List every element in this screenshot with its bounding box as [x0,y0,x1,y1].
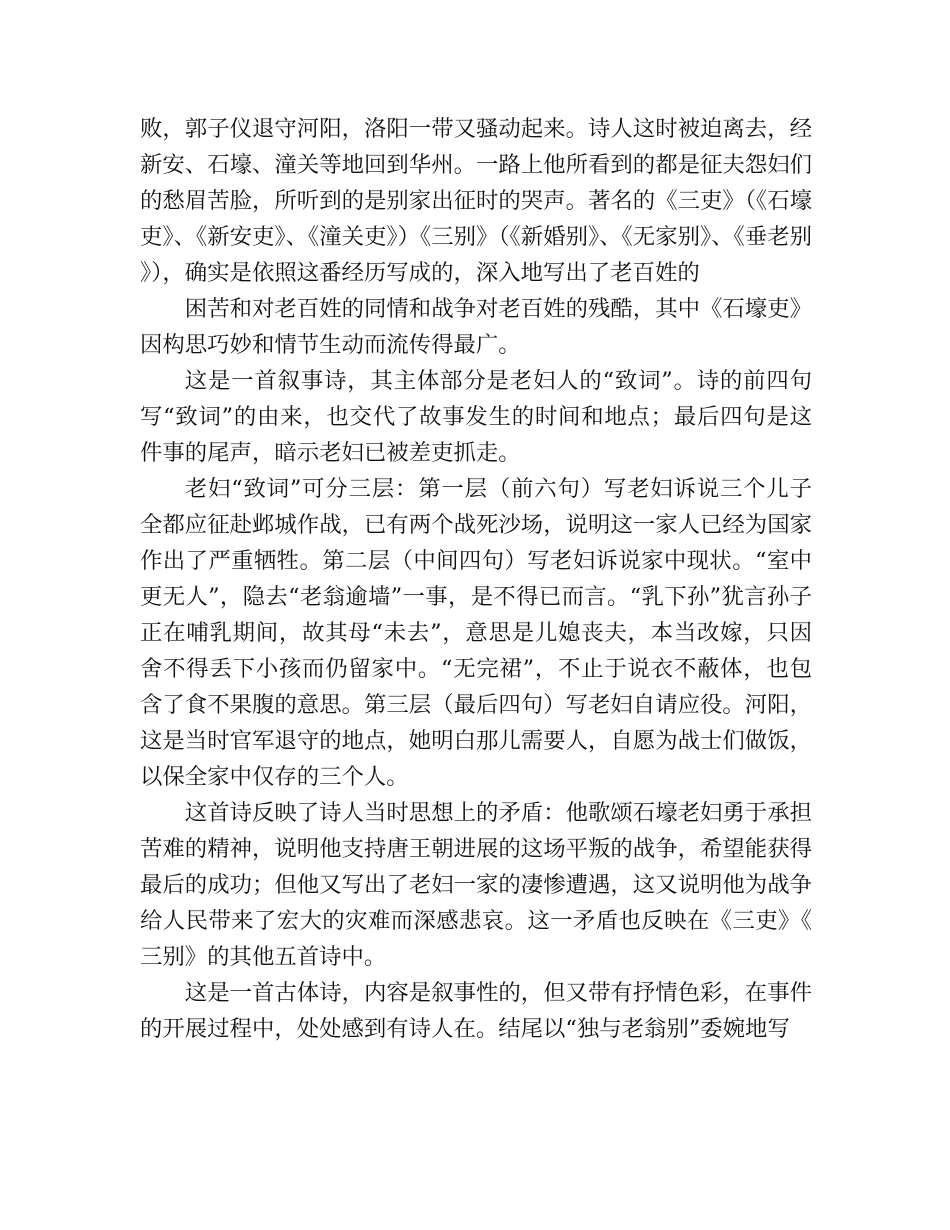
paragraph-3: 这是一首叙事诗，其主体部分是老妇人的“致词”。诗的前四句写“致词”的由来，也交代了故事发生的时间和地点；最后四句是这件事的尾声，暗示老妇已被差吏抓走。 [140,368,812,466]
paragraph-4: 老妇“致词”可分三层：第一层（前六句）写老妇诉说三个儿子全都应征赴邺城作战，已有两个战死沙场，说明这一家人已经为国家作出了严重牺牲。第二层（中间四句）写老妇诉说家中现状。“室中更无人”，隐去“老翁逾墙”一事，是不得已而言。“乳下孙”犹言孙子正在哺乳期间，故其母“未去”，意思是儿媳丧夫，本当改嫁，只因舍不得丢下小孩而仍留家中。“无完裙”，不止于说衣不蔽体，也包含了食不果腹的意思。第三层（最后四句）写老妇自请应役。河阳，这是当时官军退守的地点，她明白那儿需要人，自愿为战士们做饭，以保全家中仅存的三个人。 [140,476,812,790]
paragraph-2: 困苦和对老百姓的同情和战争对老百姓的残酷，其中《石壕吏》因构思巧妙和情节生动而流传得最广。 [140,296,812,358]
paragraph-6: 这是一首古体诗，内容是叙事性的，但又带有抒情色彩，在事件的开展过程中，处处感到有诗人在。结尾以“独与老翁别”委婉地写 [140,980,812,1042]
document-body [140,111,812,1047]
paragraph-1: 败，郭子仪退守河阳，洛阳一带又骚动起来。诗人这时被迫离去，经新安、石壕、潼关等地回到华州。一路上他所看到的都是征夫怨妇们的愁眉苦脸，所听到的是别家出征时的哭声。著名的《三吏》（《石壕吏》、《新安吏》、《潼关吏》）《三别》（《新婚别》、《无家别》、《垂老别》），确实是依照这番经历写成的，深入地写出了老百姓的 [140,116,812,286]
paragraph-5: 这首诗反映了诗人当时思想上的矛盾：他歌颂石壕老妇勇于承担苦难的精神，说明他支持唐王朝进展的这场平叛的战争，希望能获得最后的成功；但他又写出了老妇一家的凄惨遭遇，这又说明他为战争给人民带来了宏大的灾难而深感悲哀。这一矛盾也反映在《三吏》《三别》的其他五首诗中。 [140,800,812,970]
